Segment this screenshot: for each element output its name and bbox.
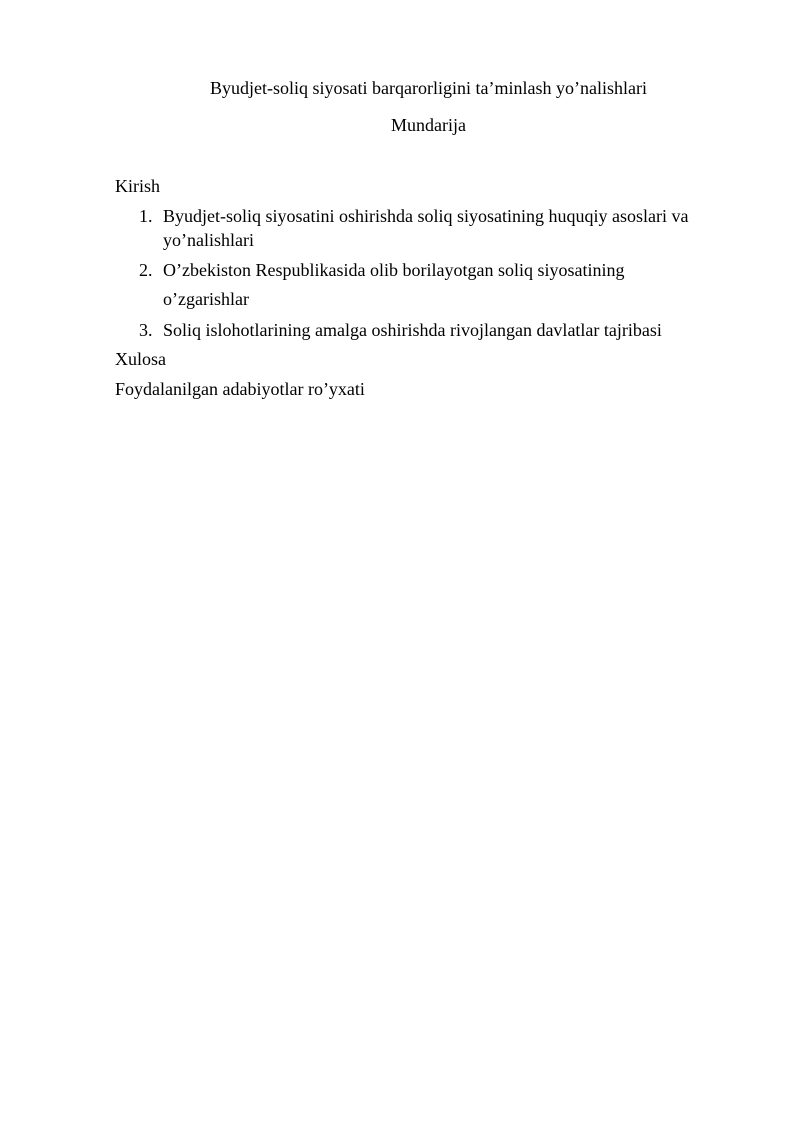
document-title: Byudjet-soliq siyosati barqarorligini ta’minlash yo’nalishlari [210, 78, 647, 98]
toc-item-2-line-1: O’zbekiston Respublikasida olib borilayotgan soliq siyosatining [163, 260, 625, 280]
toc-item-2-number: 2. [139, 260, 153, 280]
table-of-contents-heading: Mundarija [391, 115, 466, 135]
toc-entry-intro: Kirish [115, 176, 160, 196]
toc-item-3-line-1: Soliq islohotlarining amalga oshirishda rivojlangan davlatlar tajribasi [163, 320, 662, 340]
toc-item-1-line-2: yo’nalishlari [163, 230, 254, 250]
toc-item-2-line-2: o’zgarishlar [163, 289, 249, 309]
toc-entry-references: Foydalanilgan adabiyotlar ro’yxati [115, 379, 365, 399]
toc-entry-conclusion: Xulosa [115, 349, 166, 369]
toc-item-1-number: 1. [139, 206, 153, 226]
toc-item-1-line-1: Byudjet-soliq siyosatini oshirishda soliq siyosatining huquqiy asoslari va [163, 206, 689, 226]
toc-item-3-number: 3. [139, 320, 153, 340]
